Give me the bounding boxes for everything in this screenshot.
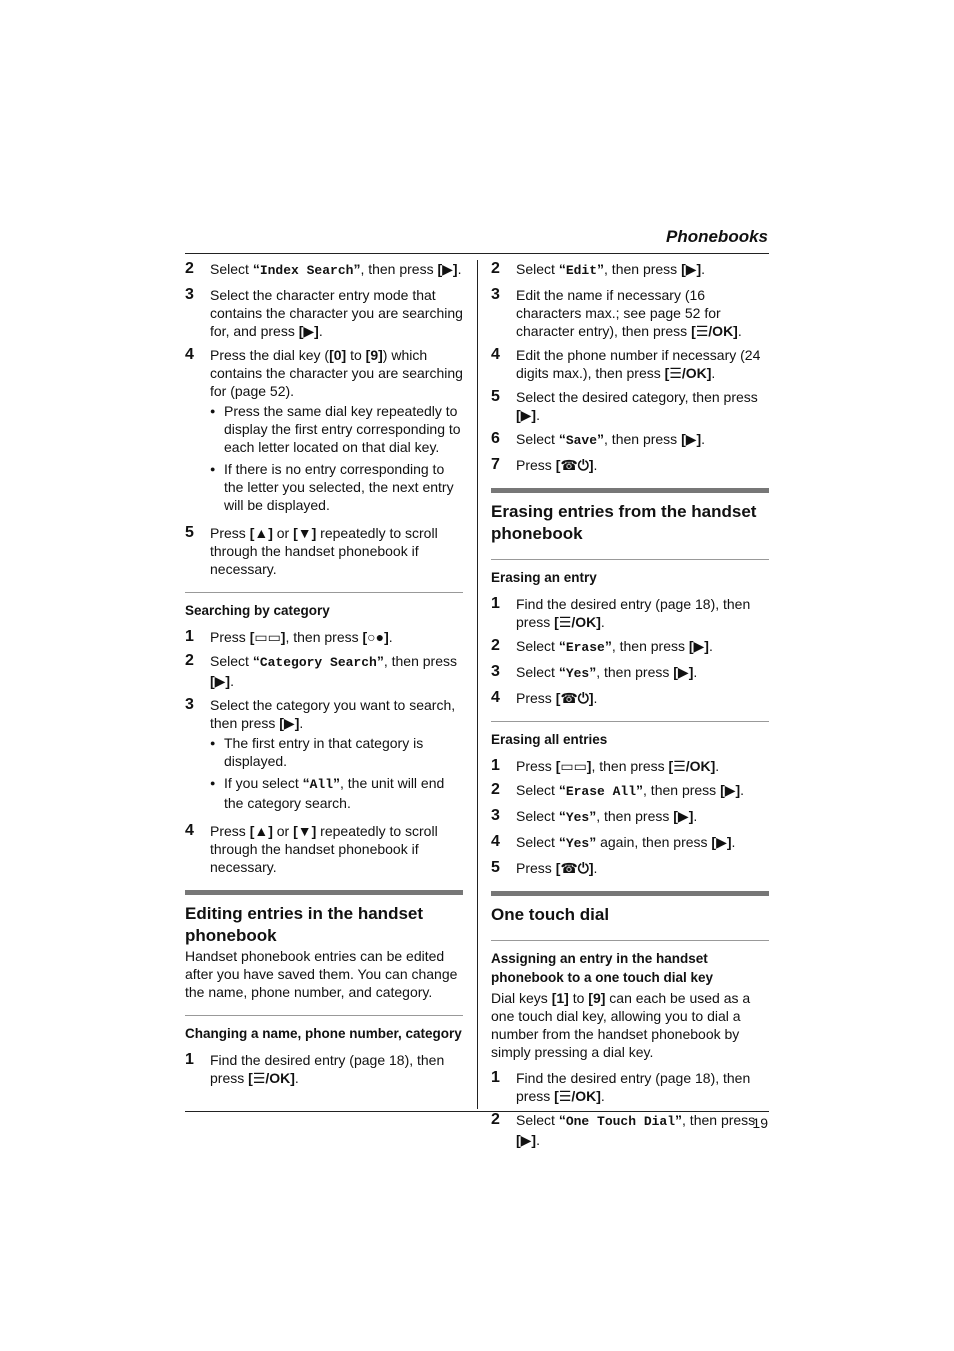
text: . xyxy=(230,673,234,689)
step-number: 4 xyxy=(491,833,500,850)
right-column xyxy=(491,260,769,1155)
step xyxy=(491,346,769,382)
text: . xyxy=(600,614,605,630)
text: . xyxy=(693,664,698,680)
step-number: 5 xyxy=(491,388,500,405)
heading-editing-entries: Editing entries in the handset phonebook xyxy=(185,890,463,947)
text: Select the category you want to search, then press xyxy=(210,697,456,731)
category-key: [○●] xyxy=(362,629,389,645)
text: . xyxy=(536,407,540,423)
text: . xyxy=(701,261,706,277)
text: , then press xyxy=(682,1112,756,1128)
text: or xyxy=(272,823,294,839)
step-number: 2 xyxy=(491,637,500,654)
right-key: [▶] xyxy=(681,431,702,447)
step-number: 5 xyxy=(185,524,194,541)
subheading-erasing-an-entry: Erasing an entry xyxy=(491,559,769,587)
step-number: 1 xyxy=(185,1051,194,1068)
bullet-icon: ● xyxy=(210,464,216,474)
text: Press xyxy=(210,525,250,541)
off-key: [☎⏻] xyxy=(555,690,594,706)
step xyxy=(491,388,769,424)
step: 3 Select “Yes”, then press [▶]. xyxy=(491,663,698,681)
step: 2 Select “Edit”, then press [▶]. xyxy=(491,260,706,278)
step xyxy=(185,1051,463,1087)
text: . xyxy=(740,782,745,798)
right-key: [▶] xyxy=(516,407,537,423)
right-key: [▶] xyxy=(673,664,694,680)
text: . xyxy=(715,758,720,774)
text: , then press xyxy=(360,261,438,277)
step xyxy=(491,689,769,707)
top-rule xyxy=(185,253,769,254)
step-number: 6 xyxy=(491,430,500,447)
dial-key-9: [9] xyxy=(588,990,606,1006)
text: Select xyxy=(516,782,559,798)
step: 6 Select “Save”, then press [▶]. xyxy=(491,430,706,448)
column-divider xyxy=(477,260,478,1109)
up-key: [▲] xyxy=(249,823,273,839)
dial-key-0: [0] xyxy=(329,347,347,363)
step-number: 3 xyxy=(491,286,500,303)
step-number: 7 xyxy=(491,456,500,473)
text: . xyxy=(536,1132,540,1148)
text: Press xyxy=(516,758,556,774)
text: . xyxy=(600,1088,605,1104)
right-key: [▶] xyxy=(298,323,319,339)
step-number: 2 xyxy=(185,652,194,669)
bullet-item: ● Press the same dial key repeatedly to display the first entry corresponding to each letter located on that dial key. xyxy=(210,403,461,455)
text: repeatedly to scroll through the handset phonebook if necessary. xyxy=(210,525,438,577)
step: 2 Select “Index Search”, then press [▶]. xyxy=(185,260,462,278)
text: . xyxy=(593,860,598,876)
menu-ok-key: [☰/OK] xyxy=(668,758,716,774)
step-number: 5 xyxy=(491,859,500,876)
dial-key-1: [1] xyxy=(551,990,569,1006)
step: 2 Select “Erase”, then press [▶]. xyxy=(491,637,713,655)
section-title: Phonebooks xyxy=(665,227,768,246)
down-key: [▼] xyxy=(293,823,317,839)
menu-ok-key: [☰/OK] xyxy=(691,323,738,339)
step-number: 1 xyxy=(491,595,500,612)
text: . xyxy=(737,323,742,339)
text: Select xyxy=(516,261,559,277)
text: Find the desired entry (page 18), then press xyxy=(516,1070,751,1104)
menu-option: Erase xyxy=(565,640,605,655)
menu-option: Save xyxy=(565,433,598,448)
menu-option: Index Search xyxy=(259,263,354,278)
step: 2 Select “One Touch Dial”, then press [▶]. xyxy=(491,1111,756,1148)
step-number: 1 xyxy=(185,628,194,645)
phonebook-key: [▭▭] xyxy=(555,758,592,774)
text: . xyxy=(294,1070,299,1086)
text: Select xyxy=(516,808,559,824)
menu-ok-key: [☰/OK] xyxy=(554,1088,601,1104)
step xyxy=(491,859,769,877)
heading-one-touch-dial: One touch dial xyxy=(491,891,769,926)
up-key: [▲] xyxy=(249,525,273,541)
text: . xyxy=(299,715,304,731)
menu-option: Edit xyxy=(565,263,598,278)
text: . xyxy=(708,638,713,654)
page-number: 19 xyxy=(752,1115,768,1131)
heading-erasing-entries: Erasing entries from the handset phonebook xyxy=(491,488,769,545)
step-number: 4 xyxy=(185,822,194,839)
text: Select xyxy=(516,638,559,654)
text: . xyxy=(388,629,393,645)
step: 2 Select “Erase All”, then press [▶]. xyxy=(491,781,745,799)
step-number: 2 xyxy=(491,260,500,277)
text: Press xyxy=(516,457,556,473)
left-column xyxy=(185,260,463,1093)
text: Press the dial key ( xyxy=(210,347,330,363)
step-number: 3 xyxy=(185,696,194,713)
step-number: 3 xyxy=(491,807,500,824)
off-key: [☎⏻] xyxy=(555,860,594,876)
step xyxy=(491,286,769,340)
text: Press xyxy=(516,690,556,706)
step-number: 1 xyxy=(491,757,500,774)
subheading-erasing-all-entries: Erasing all entries xyxy=(491,721,769,749)
menu-option: Erase All xyxy=(565,784,637,799)
right-key: [▶] xyxy=(210,673,231,689)
step xyxy=(185,286,463,340)
subheading-changing-entry: Changing a name, phone number, category xyxy=(185,1015,463,1043)
bottom-rule xyxy=(185,1111,769,1112)
step-number: 3 xyxy=(491,663,500,680)
text: Press xyxy=(210,823,250,839)
right-key: [▶] xyxy=(711,834,732,850)
text: , then press xyxy=(591,758,669,774)
menu-option: Yes xyxy=(565,836,590,851)
text: Select xyxy=(210,261,253,277)
menu-ok-key: [☰/OK] xyxy=(248,1070,295,1086)
menu-option: Yes xyxy=(565,666,590,681)
text: , then press xyxy=(604,261,682,277)
menu-option: Category Search xyxy=(259,655,377,670)
text: , then press xyxy=(604,431,682,447)
menu-option: Yes xyxy=(565,810,590,825)
subheading-assigning-one-touch: Assigning an entry in the handset phonebook to a one touch dial key xyxy=(491,940,769,987)
text: , then press xyxy=(643,782,721,798)
text: again, then press xyxy=(596,834,712,850)
text: repeatedly to scroll through the handset phonebook if necessary. xyxy=(210,823,438,875)
text: Select xyxy=(516,1112,559,1128)
text: Select xyxy=(516,664,559,680)
text: . xyxy=(731,834,736,850)
step-number: 4 xyxy=(491,689,500,706)
step: 3 Select “Yes”, then press [▶]. xyxy=(491,807,698,825)
down-key: [▼] xyxy=(293,525,317,541)
text: . xyxy=(693,808,698,824)
menu-ok-key: [☰/OK] xyxy=(554,614,601,630)
step xyxy=(491,456,769,474)
text: Find the desired entry (page 18), then press xyxy=(210,1052,445,1086)
bullet-icon: ● xyxy=(210,406,216,416)
text: . xyxy=(701,431,706,447)
menu-option: All xyxy=(309,777,333,792)
step-number: 1 xyxy=(491,1069,500,1086)
step xyxy=(185,524,463,578)
step-number: 3 xyxy=(185,286,194,303)
text: to xyxy=(346,347,366,363)
text: . xyxy=(318,323,323,339)
text: , then press xyxy=(611,638,689,654)
text: Edit the name if necessary (16 characters max.; see page 52 for character entry), then press xyxy=(516,287,721,339)
right-key: [▶] xyxy=(688,638,709,654)
off-key: [☎⏻] xyxy=(555,457,594,473)
right-key: [▶] xyxy=(673,808,694,824)
step: 2 Select “Category Search”, then press [▶]. xyxy=(185,652,457,689)
step xyxy=(491,1069,769,1105)
text: Press xyxy=(210,629,250,645)
text: , then press xyxy=(596,664,674,680)
step xyxy=(185,628,463,646)
bullet-icon: ● xyxy=(210,778,216,788)
text: , then press xyxy=(383,653,457,669)
text: . xyxy=(457,261,462,277)
text: . xyxy=(593,690,598,706)
subheading-searching-by-category: Searching by category xyxy=(185,592,463,620)
bullet-item: ● If you select “All”, the unit will end the category search. xyxy=(210,775,445,811)
text: Select xyxy=(516,431,559,447)
text: , then press xyxy=(285,629,363,645)
text: , then press xyxy=(596,808,674,824)
step xyxy=(491,595,769,631)
paragraph: Handset phonebook entries can be edited after you have saved them. You can change the name, phone number, and category. xyxy=(185,948,458,1000)
step-number: 2 xyxy=(185,260,194,277)
text: Press xyxy=(516,860,556,876)
phonebook-key: [▭▭] xyxy=(249,629,286,645)
text: ) which contains the character you are searching for (page 52). xyxy=(210,347,463,399)
step xyxy=(185,696,463,816)
text: or xyxy=(272,525,294,541)
paragraph: Dial keys [1] to [9] can each be used as a one touch dial key, allowing you to dial a number from the handset phonebook by simply pressing a dial key. xyxy=(491,990,751,1060)
bullet-item: ● If there is no entry corresponding to the letter you selected, the next entry will be displayed. xyxy=(210,461,454,513)
right-key: [▶] xyxy=(720,782,741,798)
text: Select the character entry mode that contains the character you are searching for, and press xyxy=(210,287,463,339)
right-key: [▶] xyxy=(681,261,702,277)
step xyxy=(185,822,463,876)
text: . xyxy=(593,457,598,473)
step: 4 Select “Yes” again, then press [▶]. xyxy=(491,833,736,851)
menu-ok-key: [☰/OK] xyxy=(664,365,712,381)
bullet-icon: ● xyxy=(210,738,216,748)
menu-option: One Touch Dial xyxy=(565,1114,676,1129)
text: Select xyxy=(210,653,253,669)
right-key: [▶] xyxy=(437,261,458,277)
step xyxy=(185,346,463,518)
step xyxy=(491,757,769,775)
text: Edit the phone number if necessary (24 digits max.), then press xyxy=(516,347,761,381)
step-number: 2 xyxy=(491,781,500,798)
text: Select the desired category, then press xyxy=(516,389,758,405)
step-number: 2 xyxy=(491,1111,500,1128)
bullet-item: ● The first entry in that category is displayed. xyxy=(210,735,424,769)
right-key: [▶] xyxy=(516,1132,537,1148)
text: Select xyxy=(516,834,559,850)
step-number: 4 xyxy=(491,346,500,363)
text: . xyxy=(711,365,716,381)
right-key: [▶] xyxy=(279,715,300,731)
dial-key-9: [9] xyxy=(365,347,383,363)
text: Find the desired entry (page 18), then press xyxy=(516,596,751,630)
step-number: 4 xyxy=(185,346,194,363)
